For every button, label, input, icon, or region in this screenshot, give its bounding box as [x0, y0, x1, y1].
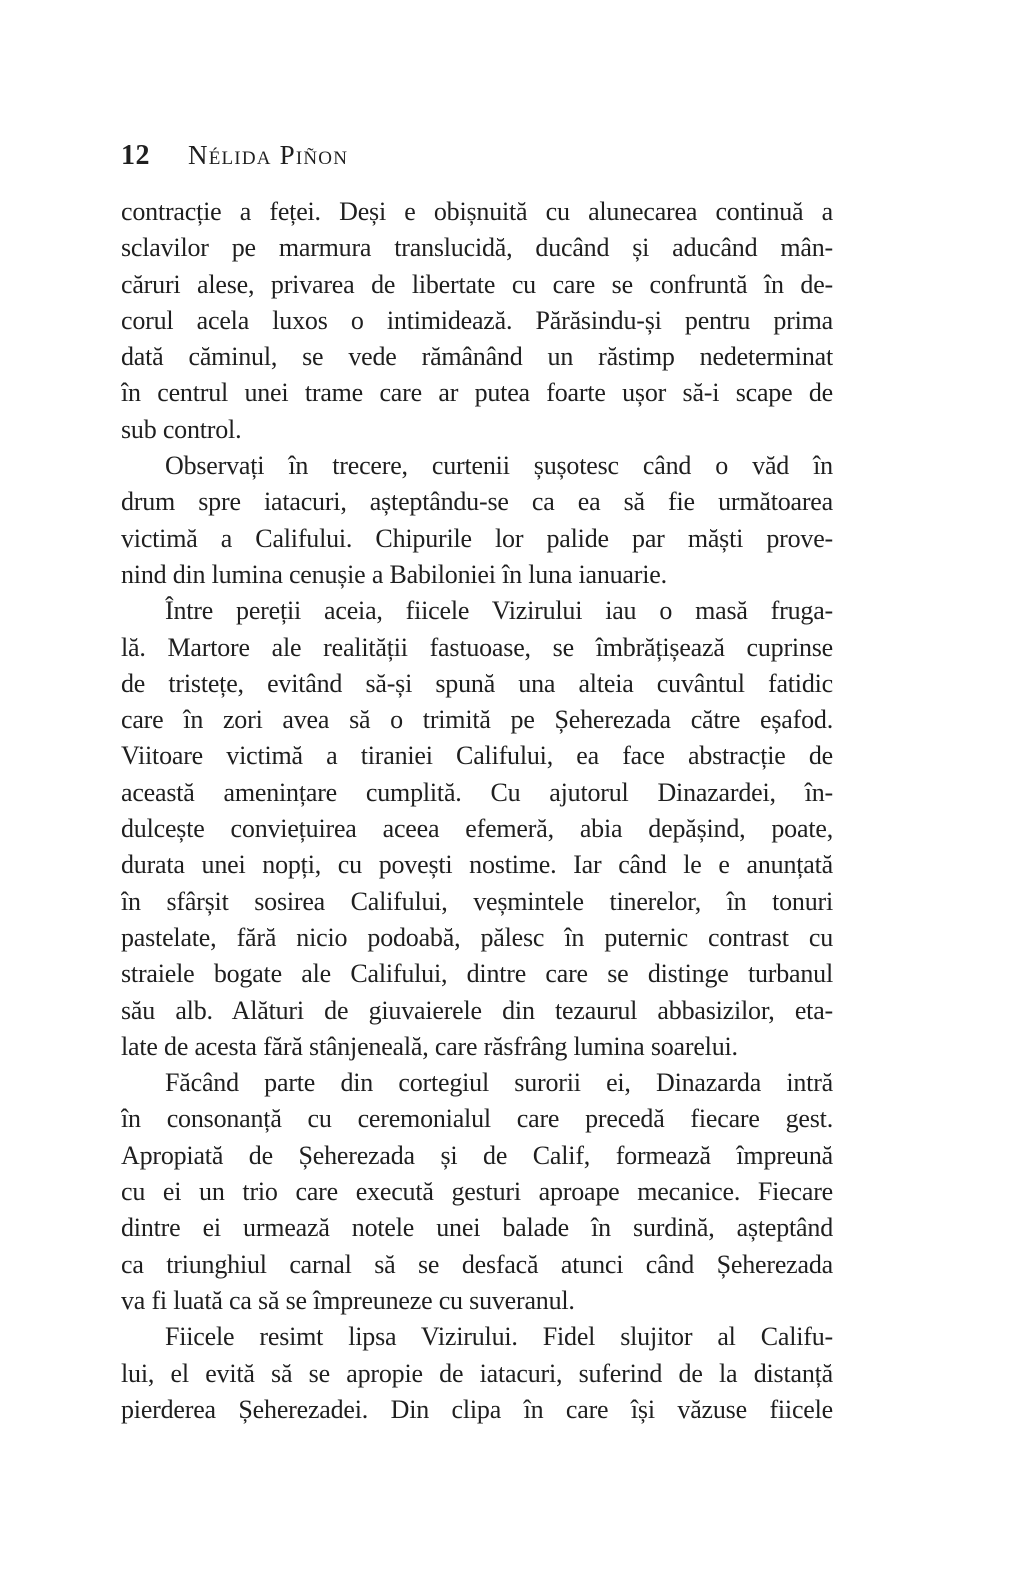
text-line: în centrul unei trame care ar putea foarte ușor să-i scape de: [121, 378, 833, 408]
text-line: căruri alese, privarea de libertate cu care se confruntă în de-: [121, 269, 833, 299]
text-line: această amenințare cumplită. Cu ajutorul Dinazardei, în-: [121, 777, 833, 807]
text-line: va fi luată ca să se împreuneze cu suveranul.: [121, 1285, 575, 1315]
text-line: care în zori avea să o trimită pe Șeherezada către eșafod.: [121, 705, 833, 735]
paragraph: [121, 194, 833, 448]
text-line: pierderea Șeherezadei. Din clipa în care își văzuse fiicele: [121, 1394, 833, 1424]
text-line: Fiicele resimt lipsa Vizirului. Fidel slujitor al Califu-: [165, 1322, 833, 1352]
text-line: dată căminul, se vede rămânând un răstimp nedeterminat: [121, 342, 833, 372]
text-line: cu ei un trio care execută gesturi aproape mecanice. Fiecare: [121, 1177, 833, 1207]
text-line: late de acesta fără stânjeneală, care răsfrâng lumina soarelui.: [121, 1031, 738, 1061]
text-line: durata unei nopți, cu povești nostime. Iar când le e anunțată: [121, 850, 833, 880]
text-line: Apropiată de Șeherezada și de Calif, formează împreună: [121, 1140, 833, 1170]
paragraph: [121, 448, 833, 593]
paragraph: [121, 1319, 833, 1428]
paragraph: [121, 1065, 833, 1319]
paragraph: [121, 593, 833, 1065]
page-number: 12: [121, 140, 150, 171]
text-line: contracție a feței. Deși e obișnuită cu alunecarea continuă a: [121, 197, 833, 226]
text-line: în sfârșit sosirea Califului, veșmintele tinerelor, în tonuri: [121, 886, 833, 916]
text-line: dulcește conviețuirea aceea efemeră, abia depășind, poate,: [121, 814, 833, 844]
text-line: sub control.: [121, 414, 242, 444]
text-line: ca triunghiul carnal să se desfacă atunci când Șeherezada: [121, 1249, 833, 1279]
text-line: Observați în trecere, curtenii șușotesc când o văd în: [165, 451, 833, 481]
text-line: Între pereții aceia, fiicele Vizirului iau o masă fruga-: [165, 596, 833, 626]
text-line: nind din lumina cenușie a Babiloniei în luna ianuarie.: [121, 559, 667, 589]
text-line: drum spre iatacuri, așteptându-se ca ea să fie următoarea: [121, 487, 833, 517]
running-title: Nélida Piñon: [188, 140, 349, 170]
running-header: [121, 140, 833, 171]
text-line: straiele bogate ale Califului, dintre care se distinge turbanul: [121, 959, 833, 989]
text-line: în consonanță cu ceremonialul care precedă fiecare gest.: [121, 1104, 833, 1134]
text-line: victimă a Califului. Chipurile lor palide par măști prove-: [121, 523, 833, 553]
text-line: lă. Martore ale realității fastuoase, se îmbrățișează cuprinse: [121, 632, 833, 662]
text-line: Făcând parte din cortegiul surorii ei, Dinazarda intră: [165, 1068, 833, 1098]
text-line: sclavilor pe marmura translucidă, ducând și aducând mân-: [121, 233, 833, 263]
text-line: Viitoare victimă a tiraniei Califului, ea face abstracție de: [121, 741, 833, 771]
text-line: său alb. Alături de giuvaierele din tezaurul abbasizilor, eta-: [121, 995, 833, 1025]
page-body: [121, 194, 833, 1428]
text-line: dintre ei urmează notele unei balade în surdină, așteptând: [121, 1213, 833, 1243]
text-block: [121, 140, 833, 1428]
text-line: lui, el evită să se apropie de iatacuri, suferind de la distanță: [121, 1358, 833, 1388]
text-line: pastelate, fără nicio podoabă, pălesc în puternic contrast cu: [121, 922, 833, 952]
text-line: corul acela luxos o intimidează. Părăsindu-și pentru prima: [121, 305, 833, 335]
text-line: de tristețe, evitând să-și spună una alteia cuvântul fatidic: [121, 668, 833, 698]
